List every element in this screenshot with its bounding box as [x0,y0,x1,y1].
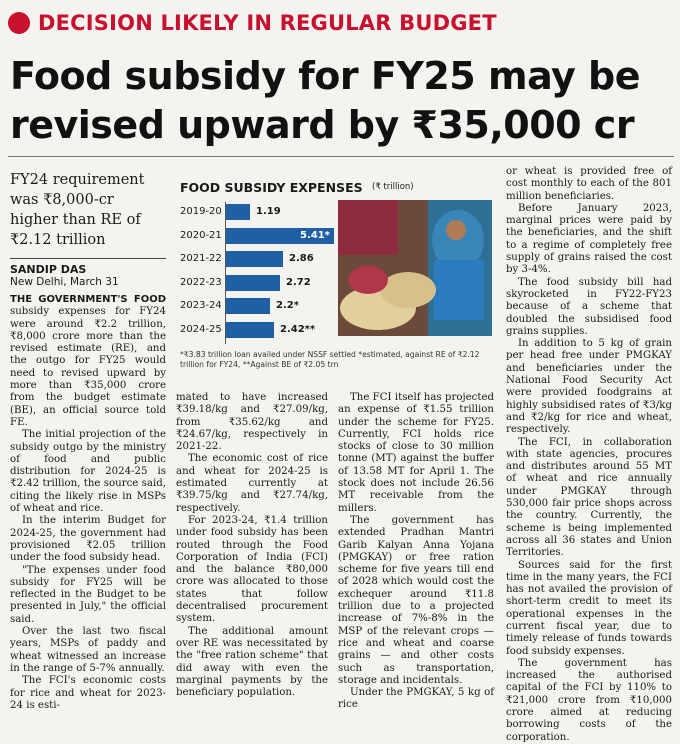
column-3 [338,392,494,712]
deck-rule [10,258,166,259]
paragraph: or wheat is provided free of cost monthly to each of the 801 million beneficiaries. [506,166,672,202]
paragraph: The additional amount over RE was necessitated by the "free ration scheme" that did away with even the marginal payments by the beneficiary population. [176,625,328,699]
food-subsidy-chart [176,178,492,378]
column-2 [176,392,328,699]
chart-bar [226,322,274,338]
chart-bar [226,204,250,220]
lead-in: THE GOVERNMENT'S FOOD [10,294,166,305]
paragraph: mated to have increased ₹39.18/kg and ₹27.09/kg, from ₹35.62/kg and ₹24.67/kg, respectively in 2021-22. [176,392,328,453]
chart-category-label: 2024-25 [180,323,222,335]
byline: SANDIP DAS [10,263,87,276]
deck: FY24 requirement was ₹8,000-cr higher than RE of ₹2.12 trillion [10,172,145,248]
kicker [8,8,497,38]
paragraph: For 2023-24, ₹1.4 trillion under food subsidy has been routed through the Food Corporation of India (FCI) and the balance ₹80,000 crore was allocated to those states that follow decentralised procurement system. [176,514,328,625]
paragraph: In the interim Budget for 2024-25, the government had provisioned ₹2.05 trillion under the food subsidy head. [10,515,166,564]
paragraph: The economic cost of rice and wheat for 2024-25 is estimated currently at ₹39.75/kg and ₹27.74/kg, respectively. [176,453,328,514]
column-1-body [10,294,166,712]
ration-photo-illustration [338,200,492,336]
chart-note: *₹3.83 trillion loan availed under NSSF settled *estimated, against RE of ₹2.12 trillion for FY24, **Against BE of ₹2.05 trn [180,350,480,369]
paragraph: The government has increased the authorised capital of the FCI by 110% to ₹21,000 crore from ₹10,000 crore aimed at reducing borrowing costs of the corporation. [506,657,672,743]
paragraph: Under the PMGKAY, 5 kg of rice [338,687,494,711]
chart-unit: (₹ trillion) [372,182,414,192]
chart-category-label: 2020-21 [180,229,222,241]
paragraph: Before January 2023, marginal prices were paid by the beneficiaries, and the shift to a regime of completely free supply of grains raised the cost by 3-4%. [506,202,672,276]
chart-category-label: 2023-24 [180,300,222,311]
paragraph: The initial projection of the subsidy outgo by the ministry of food and public distribution for 2024-25 is ₹2.42 trillion, the source said, citing the likely rise in MSPs of wheat and rice. [10,429,166,515]
column-1 [10,170,166,712]
paragraph-text: subsidy expenses for FY24 were around ₹2.2 trillion, ₹8,000 crore more than the revised estimate (RE), and the outgo for FY25 would need to revised upward by more than ₹35,000 crore from the budget estimate (BE), an official source told FE. [10,306,166,428]
chart-bar [226,251,283,267]
chart-title: FOOD SUBSIDY EXPENSES [180,180,363,195]
paragraph: The FCI itself has projected an expense of ₹1.55 trillion under the scheme for FY25. Currently, FCI holds rice stocks of close to 30 million tonne (MT) against the buffer of 13.58 MT for April 1. The stock does not include 26.56 MT receivable from the millers. [338,392,494,514]
chart-value-label: 2.42** [280,323,316,335]
paragraph: Over the last two fiscal years, MSPs of paddy and wheat witnessed an increase in the range of 5-7% annually. [10,626,166,674]
red-dot-icon [8,12,30,34]
paragraph: The FCI, in collaboration with state agencies, procures and distributes around 55 MT of wheat and rice annually under PMGKAY through 530,000 fair price shops across the country. Currently, the scheme is being implemented across all 36 states and Union Territories. [506,436,672,559]
ration-photo [338,200,492,336]
chart-bar [226,275,280,291]
paragraph [10,294,166,429]
paragraph: The FCI's economic costs for rice and wheat for 2023-24 is esti- [10,675,166,711]
chart-value-label: 2.72 [286,276,311,288]
chart-category-label: 2019-20 [180,206,222,217]
paragraph: In addition to 5 kg of grain per head free under PMGKAY and beneficiaries under the National Food Security Act were provided foodgrains at highly subsidised rates of ₹3/kg and ₹2/kg for rice and wheat, respectively. [506,338,672,436]
headline-rule [8,156,674,157]
chart-value-label: 1.19 [256,206,281,217]
chart-value-label: 2.86 [289,253,314,264]
chart-category-label: 2022-23 [180,276,222,288]
paragraph: The food subsidy bill had skyrocketed in FY22-FY23 because of a scheme that doubled the subsidised food grains supplies. [506,276,672,337]
paragraph: "The expenses under food subsidy for FY25 will be reflected in the Budget to be presented in July," the official said. [10,564,166,625]
chart-bar [226,298,270,314]
column-4 [506,166,672,744]
kicker-text: DECISION LIKELY IN REGULAR BUDGET [38,11,497,35]
dateline: New Delhi, March 31 [10,276,119,288]
paragraph: Sources said for the first time in the many years, the FCI has not availed the provision of short-term credit to meet its operational expenses in the current fiscal year, due to timely release of funds towards food subsidy expenses. [506,559,672,657]
chart-value-label: 5.41* [300,229,330,241]
paragraph: The government has extended Pradhan Mantri Garib Kalyan Anna Yojana (PMGKAY) or free ration scheme for five years till end of 2028 which would cost the exchequer around ₹11.8 trillion due to a projected increase of 7%-8% in the MSP of the relevant crops — rice and wheat and coarse grains — and other costs such as transportation, storage and incidentals. [338,514,494,686]
chart-value-label: 2.2* [276,300,299,311]
chart-category-label: 2021-22 [180,253,222,264]
headline: Food subsidy for FY25 may be revised upward by ₹35,000 cr [10,54,641,147]
